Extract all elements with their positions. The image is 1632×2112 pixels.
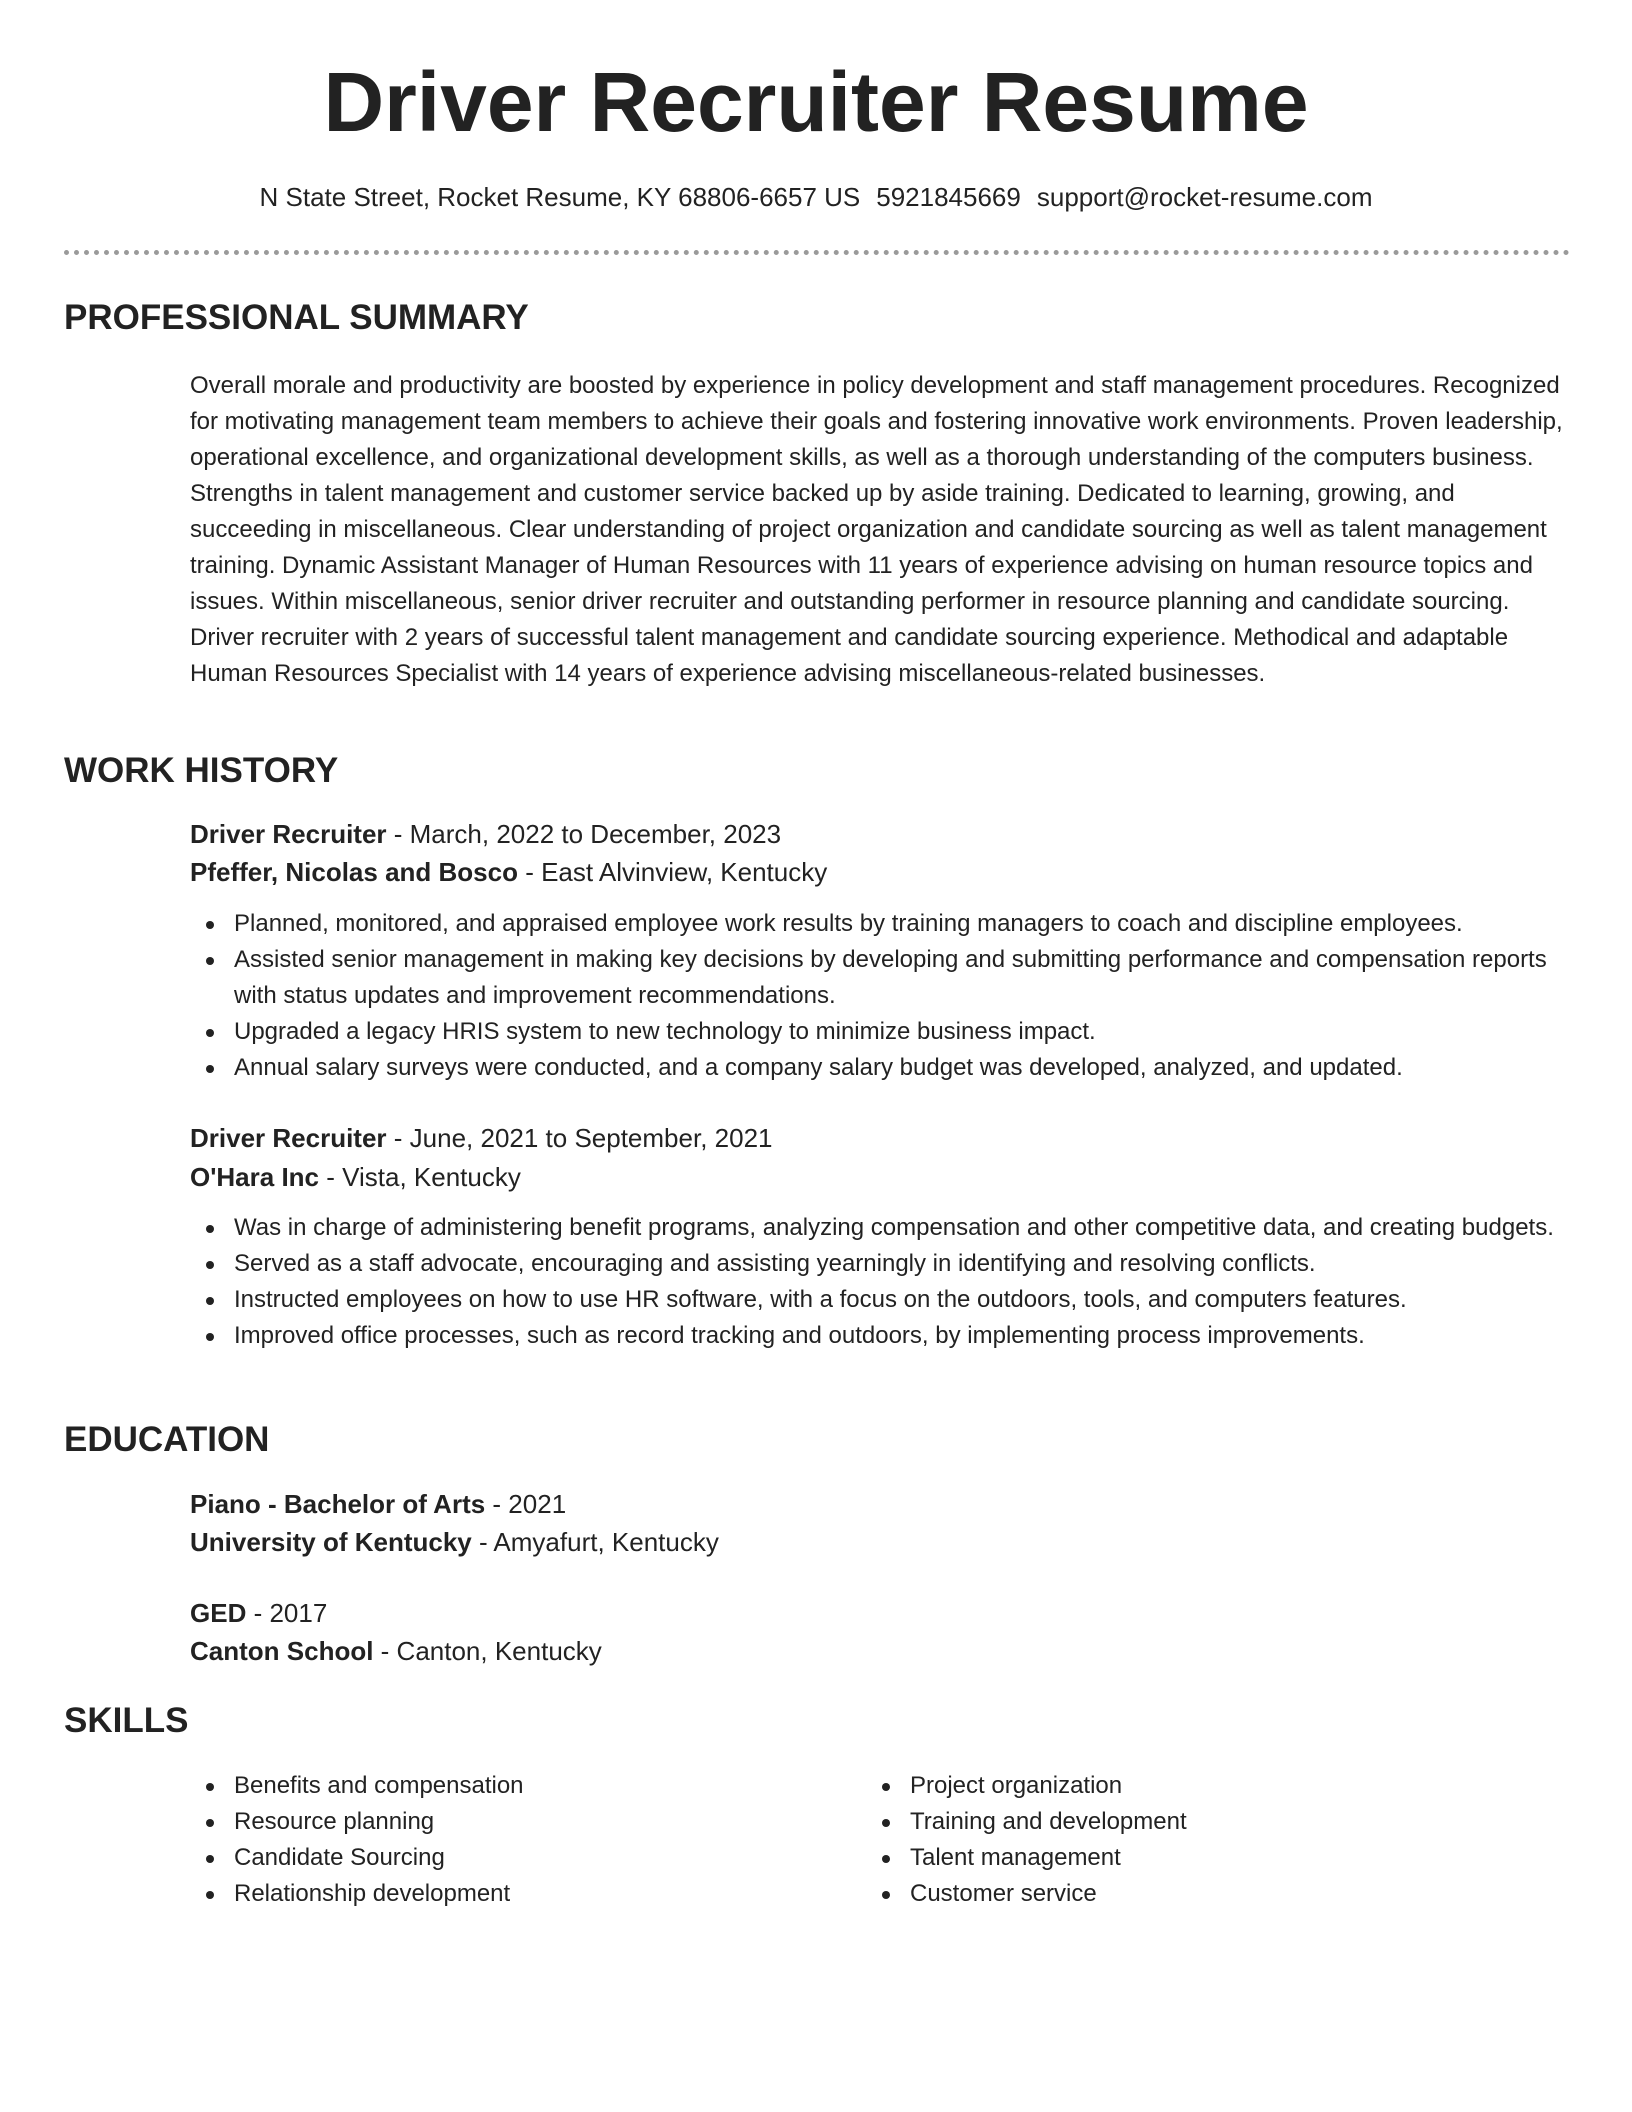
job-2-company-line	[190, 1162, 521, 1193]
job-2-location: - Vista, Kentucky	[319, 1162, 521, 1192]
education-2-degree: GED	[190, 1598, 247, 1628]
job-2-bullets	[190, 1210, 1570, 1354]
education-1-location: - Amyafurt, Kentucky	[471, 1527, 719, 1557]
job-1-title-line	[190, 819, 781, 850]
job-1-title: Driver Recruiter	[190, 819, 387, 849]
contact-line	[0, 182, 1632, 213]
list-item: Resource planning	[190, 1804, 830, 1840]
job-2-dates: - June, 2021 to September, 2021	[386, 1123, 773, 1153]
job-2-title-line	[190, 1123, 772, 1154]
education-1-degree-line	[190, 1489, 566, 1520]
education-1-year: - 2021	[485, 1489, 567, 1519]
summary-heading: PROFESSIONAL SUMMARY	[64, 298, 529, 337]
header-divider	[64, 250, 1570, 255]
work-history-heading: WORK HISTORY	[64, 751, 339, 790]
list-item: Talent management	[866, 1840, 1506, 1876]
list-item: Relationship development	[190, 1876, 830, 1912]
education-2-degree-line	[190, 1598, 327, 1629]
list-item: Served as a staff advocate, encouraging and assisting yearningly in identifying and resolving conflicts.	[190, 1246, 1570, 1282]
skills-left-column	[190, 1768, 830, 1912]
education-heading: EDUCATION	[64, 1420, 270, 1459]
skills-heading: SKILLS	[64, 1701, 189, 1740]
education-2-school: Canton School	[190, 1636, 374, 1666]
education-1-degree: Piano - Bachelor of Arts	[190, 1489, 486, 1519]
contact-email[interactable]: support@rocket-resume.com	[1036, 182, 1373, 212]
job-2-title: Driver Recruiter	[190, 1123, 387, 1153]
summary-text: Overall morale and productivity are boosted by experience in policy development and staff management procedures. Recognized for motivating management team members to achieve their goals and fostering innovative work environments. Proven leadership, operational excellence, and organizational development skills, as well as a thorough understanding of the computers business. Strengths in talent management and customer service backed up by aside training. Dedicated to learning, growing, and succeeding in miscellaneous. Clear understanding of project organization and candidate sourcing as well as talent management training. Dynamic Assistant Manager of Human Resources with 11 years of experience advising on human resource topics and issues. Within miscellaneous, senior driver recruiter and outstanding performer in resource planning and candidate sourcing. Driver recruiter with 2 years of successful talent management and candidate sourcing experience. Methodical and adaptable Human Resources Specialist with 14 years of experience advising miscellaneous-related businesses.	[190, 372, 1563, 687]
list-item: Upgraded a legacy HRIS system to new technology to minimize business impact.	[190, 1014, 1570, 1050]
list-item: Training and development	[866, 1804, 1506, 1840]
list-item: Annual salary surveys were conducted, and a company salary budget was developed, analyzed, and updated.	[190, 1050, 1570, 1086]
job-1-bullets	[190, 906, 1570, 1086]
job-2-company: O'Hara Inc	[190, 1162, 320, 1192]
job-1-dates: - March, 2022 to December, 2023	[386, 819, 782, 849]
contact-phone: 5921845669	[876, 182, 1021, 212]
education-1-school-line	[190, 1527, 719, 1558]
education-2-school-line	[190, 1636, 602, 1667]
list-item: Project organization	[866, 1768, 1506, 1804]
job-1-location: - East Alvinview, Kentucky	[517, 857, 828, 887]
list-item: Was in charge of administering benefit programs, analyzing compensation and other competitive data, and creating budgets.	[190, 1210, 1570, 1246]
job-1-company: Pfeffer, Nicolas and Bosco	[190, 857, 518, 887]
list-item: Improved office processes, such as record tracking and outdoors, by implementing process improvements.	[190, 1318, 1570, 1354]
list-item: Assisted senior management in making key decisions by developing and submitting performance and compensation reports with status updates and improvement recommendations.	[190, 942, 1570, 1014]
list-item: Benefits and compensation	[190, 1768, 830, 1804]
education-2-year: - 2017	[246, 1598, 328, 1628]
education-2-location: - Canton, Kentucky	[373, 1636, 602, 1666]
list-item: Candidate Sourcing	[190, 1840, 830, 1876]
list-item: Planned, monitored, and appraised employee work results by training managers to coach and discipline employees.	[190, 906, 1570, 942]
resume-title: Driver Recruiter Resume	[323, 55, 1309, 149]
list-item: Customer service	[866, 1876, 1506, 1912]
contact-address: N State Street, Rocket Resume, KY 68806-6657 US	[259, 182, 861, 212]
job-1-company-line	[190, 857, 827, 888]
skills-right-column	[866, 1768, 1506, 1912]
education-1-school: University of Kentucky	[190, 1527, 472, 1557]
list-item: Instructed employees on how to use HR software, with a focus on the outdoors, tools, and computers features.	[190, 1282, 1570, 1318]
